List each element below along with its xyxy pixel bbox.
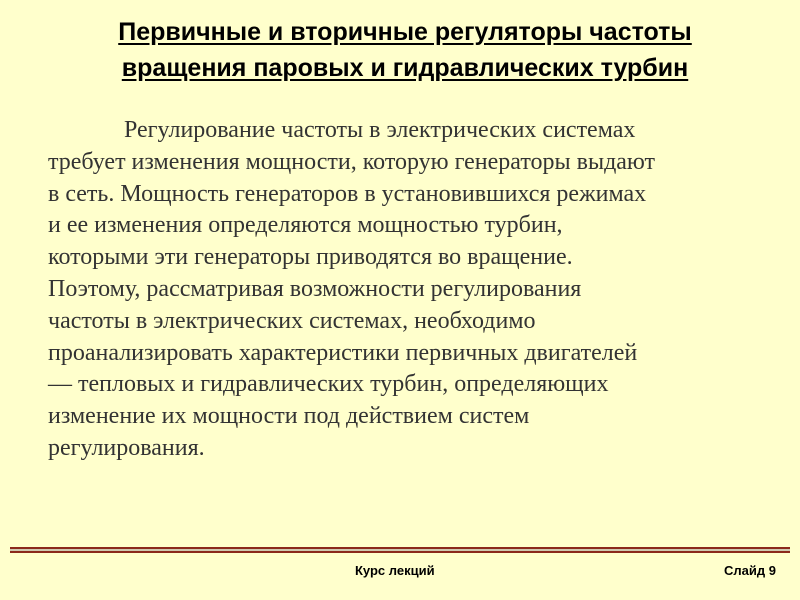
footer-slide-number: Слайд 9 [724,563,776,578]
body-line-9: — тепловых и гидравлических турбин, определяющих [48,371,609,398]
body-line-1: Регулирование частоты в электрических системах [124,117,636,143]
slide-title-line-1: Первичные и вторичные регуляторы частоты [118,18,692,46]
body-line-3: в сеть. Мощность генераторов в установившихся режимах [48,180,647,207]
footer-divider [10,547,790,553]
body-line-10: изменение их мощности под действием систем [48,403,530,430]
footer-divider-inner [10,549,790,551]
body-line-4: и ее изменения определяются мощностью турбин, [48,212,563,239]
body-line-8: проанализировать характеристики первичных двигателей [48,339,638,366]
body-line-7: частоты в электрических системах, необходимо [48,307,536,334]
body-line-2: требует изменения мощности, которую генераторы выдают [48,148,656,175]
slide-body-paragraph [48,115,728,465]
footer-course-label: Курс лекций [355,563,435,578]
body-line-5: которыми эти генераторы приводятся во вращение. [48,244,573,271]
slide-title-line-2: вращения паровых и гидравлических турбин [121,54,689,82]
body-line-11: регулирования. [48,434,205,461]
body-line-6: Поэтому, рассматривая возможности регулирования [48,275,582,302]
slide-title [60,14,750,86]
